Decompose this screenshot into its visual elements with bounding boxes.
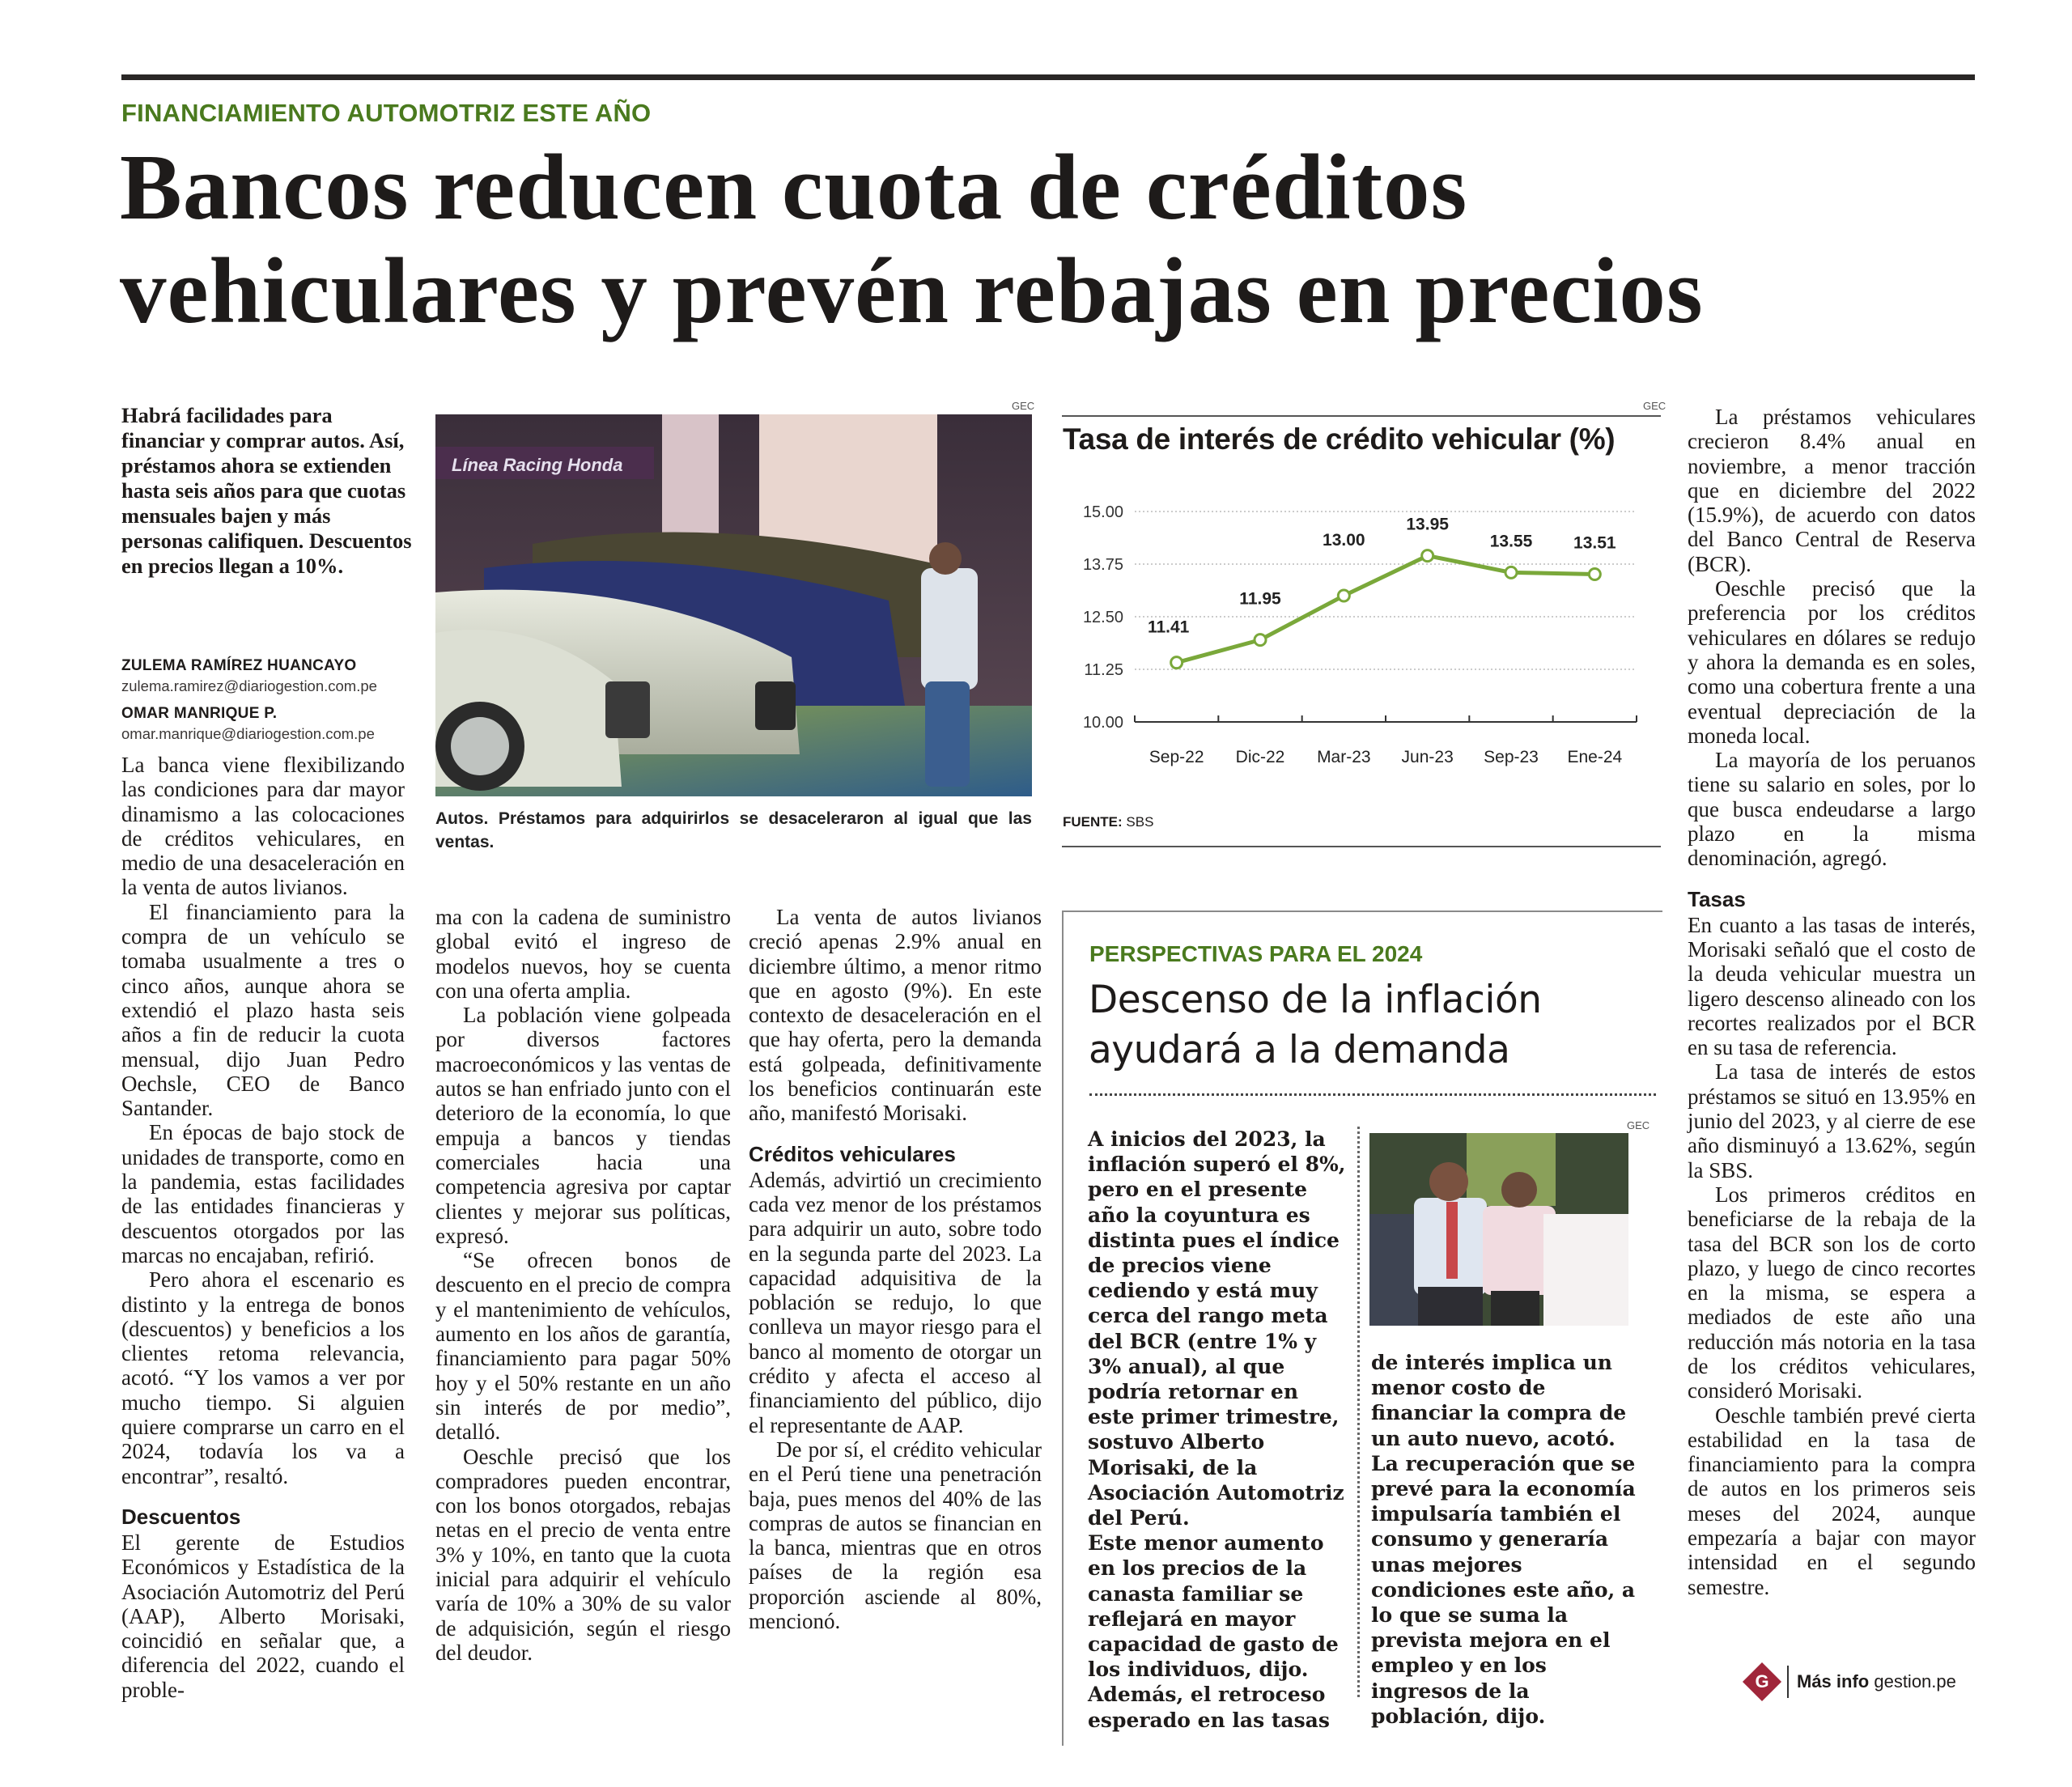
- article-column-3: [749, 905, 1042, 1633]
- chart-title: Tasa de interés de crédito vehicular (%): [1063, 422, 1616, 456]
- x-tick-label: Sep-22: [1149, 748, 1204, 766]
- article-column-2: [435, 905, 731, 1665]
- site-name: gestion.pe: [1869, 1671, 1956, 1691]
- data-label: 11.95: [1239, 589, 1281, 609]
- article-column-1: [121, 753, 405, 1702]
- data-label: 13.95: [1406, 515, 1449, 534]
- x-tick-label: Jun-23: [1401, 748, 1454, 766]
- source-label: FUENTE:: [1063, 814, 1123, 830]
- paragraph: De por sí, el crédito vehicular en el Perú tiene una penetración baja, pues menos del 40% de las compras de autos se financian en la banca, mientras que en otros países de la región esa proporción asciende al 80%, mencionó.: [749, 1437, 1042, 1634]
- x-tick-label: Sep-23: [1484, 748, 1539, 766]
- data-point: [1171, 657, 1182, 669]
- subhead-descuentos: Descuentos: [121, 1504, 241, 1529]
- headline-line-2: vehiculares y prevén rebajas en precios: [120, 240, 1704, 342]
- line-chart: [1062, 486, 1661, 809]
- photo-caption: [435, 807, 1032, 854]
- divider: [1787, 1666, 1789, 1698]
- sidebar-kicker: PERSPECTIVAS PARA EL 2024: [1089, 941, 1423, 966]
- photo-car-dealership: [435, 414, 1032, 796]
- paragraph: Los primeros créditos en beneficiarse de la rebaja de la tasa del BCR son los de corto plazo, y luego de cinco recortes en la misma, se espera a mediados de este año una reducción más notoria en la tasa de los créditos vehiculares, consideró Morisaki.: [1688, 1182, 1976, 1403]
- subhead-creditos-vehiculares: Créditos vehiculares: [749, 1141, 956, 1166]
- paragraph: La banca viene flexibilizando las condiciones para dar mayor dinamismo a las colocaciones de créditos vehiculares, en medio de una desaceleración en la venta de autos livianos.: [121, 753, 405, 900]
- photo-pedestrians: [1369, 1133, 1628, 1326]
- x-tick-label: Dic-22: [1235, 748, 1285, 766]
- headline: [120, 136, 1981, 343]
- y-tick-label: 12.50: [1082, 609, 1123, 626]
- paragraph: La recuperación que se prevé para la economía impulsaría también el consumo y generaría unas mejores condiciones este año, a lo que se suma la prevista mejora en el empleo y en los ingresos de la población, dijo.: [1371, 1451, 1636, 1728]
- deck: Habrá facilidades para financiar y comprar autos. Así, préstamos ahora se extienden hasta seis años para que cuotas mensuales bajen y más personas califiquen. Descuentos en precios llegan a 10%.: [121, 403, 412, 578]
- y-tick-label: 13.75: [1082, 556, 1123, 574]
- data-label: 13.55: [1489, 532, 1533, 551]
- source-value: SBS: [1122, 814, 1154, 830]
- sidebar-column-right: [1371, 1350, 1646, 1729]
- paragraph: ma con la cadena de suministro global evitó el ingreso de modelos nuevos, hoy se cuenta con una oferta amplia.: [435, 905, 731, 1003]
- sidebar-title-line-2: ayudará a la demanda: [1089, 1028, 1510, 1072]
- y-tick-label: 11.25: [1084, 661, 1123, 679]
- sidebar-dotted-rule: [1089, 1093, 1656, 1096]
- paragraph: La mayoría de los peruanos tiene su salario en soles, por lo que busca endeudarse a largo plazo en la misma denominación, agregó.: [1688, 748, 1976, 871]
- byline-email[interactable]: omar.manrique@diariogestion.com.pe: [121, 725, 375, 742]
- article-column-4: [1688, 405, 1976, 1599]
- paragraph: La tasa de interés de estos préstamos se situó en 13.95% en junio del 2023, y al cierre de ese año disminuyó a 13.62%, según la SBS.: [1688, 1059, 1976, 1182]
- paragraph: El gerente de Estudios Económicos y Estadística de la Asociación Automotriz del Perú (AAP), Alberto Morisaki, coincidió en señalar que, a diferencia del 2022, cuando el proble-: [121, 1530, 405, 1702]
- data-point: [1255, 635, 1266, 646]
- paragraph: En épocas de bajo stock de unidades de transporte, como en la pandemia, estas facilidades de las entidades financieras y descuentos otorgados por las marcas no encajaban, refirió.: [121, 1120, 405, 1267]
- paragraph: La población viene golpeada por diversos factores macroeconómicos y las ventas de autos se han enfriado junto con el deterioro de la economía, lo que empuja a bancos y tiendas comerciales hacia una competencia agresiva por captar clientes y mejorar sus políticas, expresó.: [435, 1003, 731, 1248]
- data-point: [1505, 567, 1517, 578]
- sidebar-column-divider: [1357, 1127, 1360, 1697]
- paragraph: Este menor aumento en los precios de la canasta familiar se reflejará en mayor capacidad de gasto de los individuos, dijo. Además, el retroceso esperado en las tasas: [1088, 1531, 1339, 1732]
- sidebar-title: [1089, 975, 1542, 1076]
- sidebar-title-line-1: Descenso de la inflación: [1089, 978, 1542, 1022]
- byline-name: OMAR MANRIQUE P.: [121, 705, 278, 722]
- paragraph: La venta de autos livianos creció apenas 2.9% anual en diciembre último, a menor ritmo que en agosto (9%). En este contexto de desaceleración en el que hay oferta, pero la demanda está golpeada, definitivamente los beneficios continuarán este año, manifestó Morisaki.: [749, 905, 1042, 1126]
- bylines: [121, 657, 413, 743]
- x-tick-label: Ene-24: [1567, 748, 1623, 766]
- byline-name: ZULEMA RAMÍREZ HUANCAYO: [121, 657, 357, 674]
- byline-email[interactable]: zulema.ramirez@diariogestion.com.pe: [121, 677, 377, 694]
- chart-top-rule: [1062, 415, 1661, 417]
- sidebar-photo-credit: GEC: [1627, 1119, 1650, 1131]
- chart-plot: [1062, 486, 1661, 809]
- paragraph: “Se ofrecen bonos de descuento en el precio de compra y el mantenimiento de vehículos, aumento en los años de garantía, financiamiento para pagar 50% hoy y el 50% restante en un año sin interés de por medio”, detalló.: [435, 1248, 731, 1445]
- data-label: 11.41: [1147, 618, 1190, 637]
- paragraph: de interés implica un menor costo de financiar la compra de un auto nuevo, acotó.: [1371, 1351, 1627, 1450]
- showroom-sign: Línea Racing Honda: [452, 455, 623, 475]
- paragraph: Además, advirtió un crecimiento cada vez menor de los préstamos para adquirir un auto, sobre todo en la segunda parte del 2023. La capacidad adquisitiva de la población se redujo, lo que conlleva un mayor riesgo para el banco al momento de otorgar un crédito y afecta el acceso al financiamiento del público, dijo el representante de AAP.: [749, 1167, 1042, 1437]
- data-label: 13.51: [1573, 533, 1616, 553]
- paragraph: El financiamiento para la compra de un vehículo se tomaba usualmente a tres o cinco años, aunque ahora se extendió el plazo hasta seis años a fin de reducir la cuota mensual, dijo Juan Pedro Oechsle, CEO de Banco Santander.: [121, 899, 405, 1121]
- data-label: 13.00: [1323, 531, 1365, 550]
- x-tick-label: Mar-23: [1317, 748, 1371, 766]
- car-showroom-image: [435, 414, 1032, 796]
- y-tick-label: 15.00: [1082, 503, 1123, 521]
- data-point: [1338, 590, 1349, 601]
- y-tick-label: 10.00: [1082, 714, 1123, 732]
- paragraph: Oeschle también prevé cierta estabilidad en la tasa de financiamiento para la compra de autos en los primeros seis meses del 2024, aunque empezaría a bajar con mayor intensidad en el segundo semestre.: [1688, 1403, 1976, 1599]
- caption-lead: Autos.: [435, 809, 489, 828]
- headline-line-1: Bancos reducen cuota de créditos: [120, 136, 1468, 239]
- chart-source: [1063, 814, 1153, 830]
- people-walking-image: [1369, 1133, 1628, 1326]
- sidebar-column-left: [1088, 1127, 1351, 1733]
- subhead-tasas: Tasas: [1688, 886, 1746, 911]
- paragraph: En cuanto a las tasas de interés, Morisaki señaló que el costo de la deuda vehicular muestra un ligero descenso alineado con los recortes realizados por el BCR en su tasa de referencia.: [1688, 912, 1976, 1060]
- top-rule: [121, 74, 1975, 80]
- chart-bottom-rule: [1062, 846, 1661, 847]
- mas-info-label: Más info: [1797, 1671, 1870, 1691]
- gestion-logo-icon: G: [1743, 1662, 1781, 1701]
- mas-info-link[interactable]: [1748, 1666, 1956, 1698]
- paragraph: Oeschle precisó que los compradores pueden encontrar, con los bonos otorgados, rebajas netas en el precio de venta entre 3% y 10%, en tanto que la cuota inicial para adquirir el vehículo varía de 10% a 30% de su valor de adquisición, según el riesgo del deudor.: [435, 1444, 731, 1665]
- section-kicker: FINANCIAMIENTO AUTOMOTRIZ ESTE AÑO: [121, 99, 652, 127]
- data-point: [1589, 568, 1600, 579]
- series-line: [1177, 556, 1595, 663]
- caption-text: Préstamos para adquirirlos se desaceleraron al igual que las ventas.: [435, 809, 1032, 851]
- data-point: [1422, 550, 1433, 562]
- paragraph: A inicios del 2023, la inflación superó el 8%, pero en el presente año la coyuntura es distinta pues el índice de precios viene cediendo y está muy cerca del rango meta del BCR (entre 1% y 3% anual), al que podría retornar en este primer trimestre, sostuvo Alberto Morisaki, de la Asociación Automotriz del Perú.: [1088, 1127, 1346, 1530]
- paragraph: Pero ahora el escenario es distinto y la entrega de bonos (descuentos) y beneficios a los clientes retoma relevancia, acotó. “Y los vamos a ver por mucho tiempo. Si alguien quiere comprarse un carro en el 2024, todavía los va a encontrar”, resaltó.: [121, 1267, 405, 1488]
- chart-credit: GEC: [1643, 400, 1667, 412]
- paragraph: Oeschle precisó que la preferencia por los créditos vehiculares en dólares se redujo y ahora la demanda es en soles, como una cobertura frente a una eventual depreciación de la moneda local.: [1688, 576, 1976, 748]
- photo-credit: GEC: [1012, 400, 1035, 412]
- paragraph: La préstamos vehiculares crecieron 8.4% anual en noviembre, a menor tracción que en diciembre del 2022 (15.9%), de acuerdo con datos del Banco Central de Reserva (BCR).: [1688, 405, 1976, 576]
